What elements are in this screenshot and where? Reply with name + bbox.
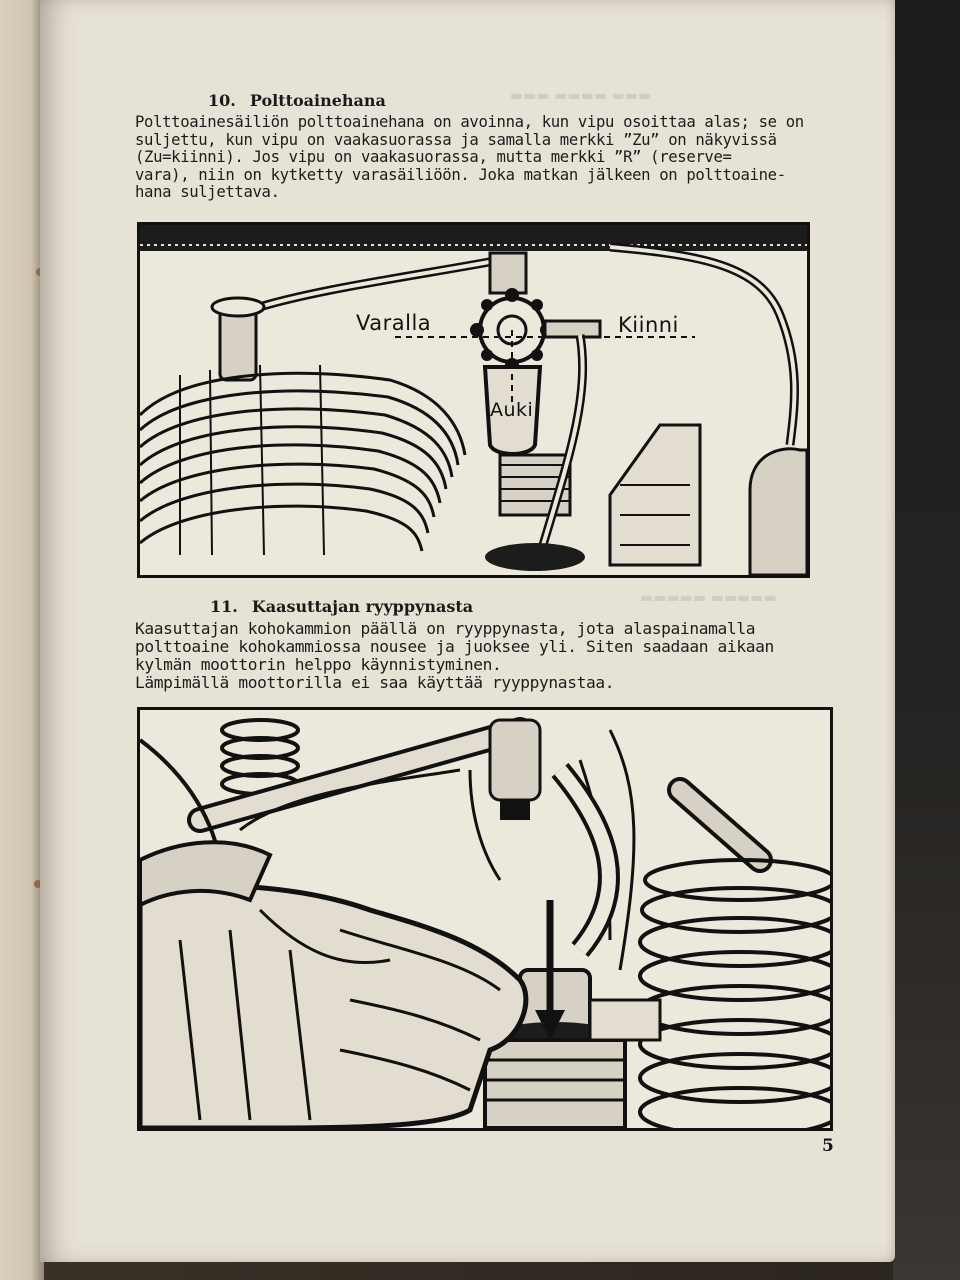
section-10-title: Polttoainehana bbox=[249, 91, 386, 110]
table-surface bbox=[893, 0, 960, 1280]
body-line: hana suljettava. bbox=[135, 183, 280, 202]
body-line: Lämpimällä moottorilla ei saa käyttää ryyppynastaa. bbox=[135, 673, 615, 692]
section-11-title: Kaasuttajan ryyppynasta bbox=[251, 597, 474, 616]
body-line: (Zu=kiinni). Jos vipu on vaakasuorassa, mutta merkki ”R” (reserve= bbox=[135, 148, 732, 167]
left-page-edge bbox=[0, 0, 44, 1280]
section-11-body bbox=[135, 620, 815, 692]
label-kiinni: Kiinni bbox=[618, 313, 679, 337]
section-10-body bbox=[135, 113, 804, 202]
tickler-drawing bbox=[140, 710, 830, 1128]
body-line: polttoaine kohokammiossa nousee ja juoksee yli. Siten saadaan aikaan bbox=[135, 637, 774, 656]
body-line: Kaasuttajan kohokammion päällä on ryyppynasta, jota alaspainamalla bbox=[135, 619, 756, 638]
tickler-illustration bbox=[137, 707, 833, 1131]
fuel-tap-illustration bbox=[137, 222, 810, 578]
bleed-through: ▬▬▬▬▬ ▬▬▬▬▬ bbox=[640, 590, 777, 606]
bleed-through: ▬▬▬ ▬▬▬▬ ▬▬▬ bbox=[510, 88, 652, 104]
booklet-page bbox=[40, 0, 895, 1262]
page-number: 5 bbox=[822, 1136, 834, 1156]
label-auki: Auki bbox=[490, 399, 534, 421]
body-line: suljettu, kun vipu on vaakasuorassa ja samalla merkki ”Zu” on näkyvissä bbox=[135, 130, 777, 149]
fuel-tap-drawing bbox=[140, 225, 807, 575]
label-varalla: Varalla bbox=[356, 311, 432, 335]
section-11-number: 11. bbox=[210, 597, 238, 616]
body-line: vara), niin on kytketty varasäiliöön. Joka matkan jälkeen on polttoaine- bbox=[135, 165, 786, 184]
section-10-number: 10. bbox=[208, 91, 236, 110]
body-line: kylmän moottorin helppo käynnistyminen. bbox=[135, 655, 502, 674]
body-line: Polttoainesäiliön polttoainehana on avoinna, kun vipu osoittaa alas; se on bbox=[135, 113, 804, 131]
section-11-heading bbox=[210, 597, 473, 616]
section-10-heading bbox=[208, 91, 386, 110]
